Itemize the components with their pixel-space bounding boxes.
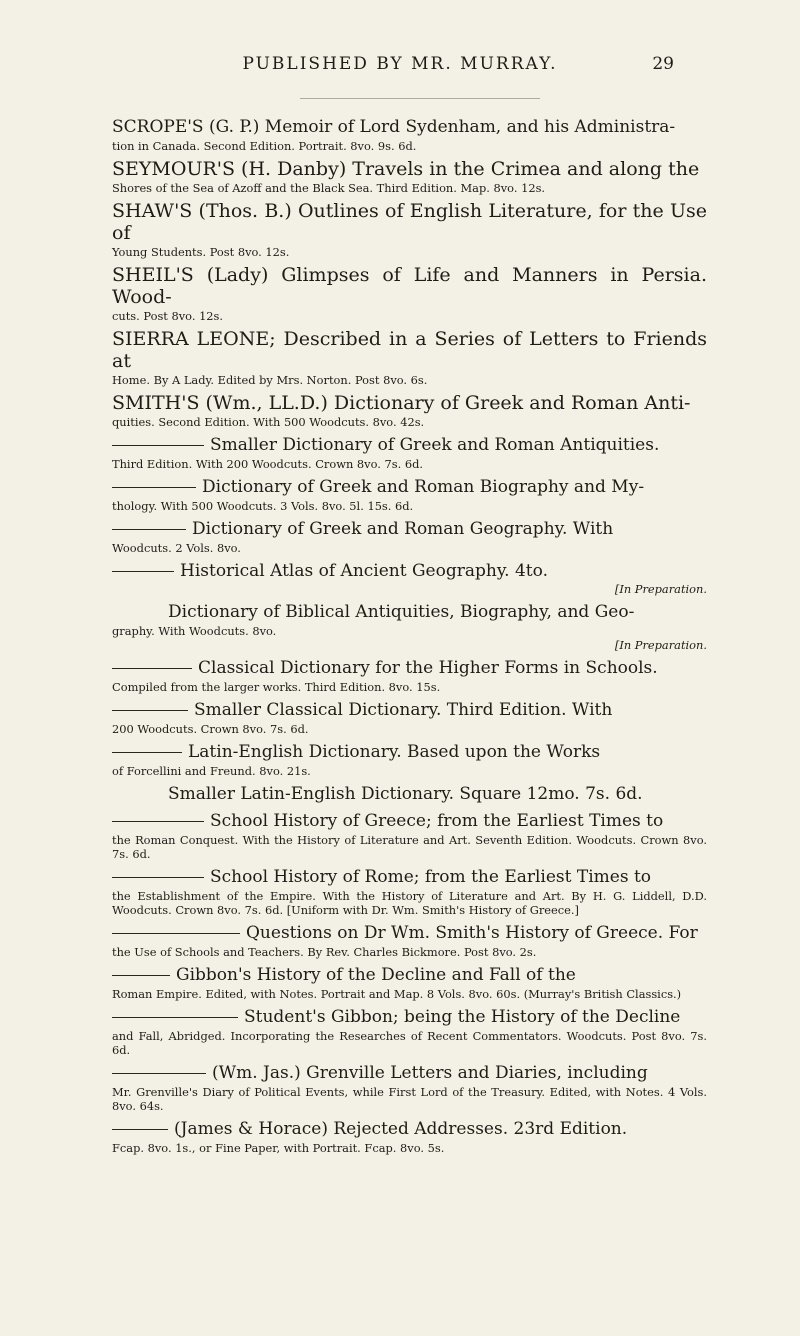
entry-detail: the Roman Conquest. With the History of Literature and Art. Seventh Edition. Woodcuts. Crown 8vo. 7s. 6d. (112, 833, 707, 861)
catalogue-entry (112, 1118, 707, 1155)
entry-detail: the Use of Schools and Teachers. By Rev. Charles Bickmore. Post 8vo. 2s. (112, 945, 537, 959)
entry-detail: graphy. With Woodcuts. 8vo. (112, 624, 277, 638)
entry-title (112, 1062, 707, 1084)
entry-title (112, 518, 707, 540)
entry-title-text: Student's Gibbon; being the History of the Decline (244, 1007, 681, 1027)
entry-detail: Shores of the Sea of Azoff and the Black Sea. Third Edition. Map. 8vo. 12s. (112, 181, 546, 195)
entry-title (112, 866, 707, 888)
entry-detail: tion in Canada. Second Edition. Portrait. 8vo. 9s. 6d. (112, 139, 417, 153)
entry-title-text: SEYMOUR'S (H. Danby) Travels in the Crimea and along the (112, 158, 700, 180)
catalogue-entry (112, 866, 707, 917)
entry-title-text: SIERRA LEONE; Described in a Series of Letters to Friends at (112, 328, 707, 372)
entry-title (112, 1118, 707, 1140)
entry-detail: cuts. Post 8vo. 12s. (112, 309, 224, 323)
entry-title-text: SMITH'S (Wm., LL.D.) Dictionary of Greek and Roman Anti- (112, 392, 691, 414)
catalogue-entry (112, 200, 707, 259)
ditto-dash (112, 445, 204, 446)
entry-title (112, 1006, 707, 1028)
ditto-dash (112, 487, 196, 488)
entry-detail: Compiled from the larger works. Third Edition. 8vo. 15s. (112, 680, 441, 694)
ditto-dash (112, 1129, 168, 1130)
entry-detail: Woodcuts. 2 Vols. 8vo. (112, 541, 241, 555)
ditto-dash (112, 1073, 206, 1074)
catalogue-entry (112, 1062, 707, 1113)
catalogue-entry (112, 392, 707, 429)
entry-title-text: Dictionary of Greek and Roman Biography and My- (202, 477, 645, 497)
running-title: PUBLISHED BY MR. MURRAY. (242, 54, 558, 74)
entry-detail: thology. With 500 Woodcuts. 3 Vols. 8vo. 5l. 15s. 6d. (112, 499, 414, 513)
catalogue-entries (112, 116, 707, 1160)
entry-title-text: Smaller Latin-English Dictionary. Square 12mo. 7s. 6d. (168, 784, 643, 804)
ditto-dash (112, 752, 182, 753)
header-rule (300, 98, 540, 99)
entry-detail: 200 Woodcuts. Crown 8vo. 7s. 6d. (112, 722, 309, 736)
entry-title (112, 964, 707, 986)
entry-title (112, 200, 707, 244)
entry-title-text: SHEIL'S (Lady) Glimpses of Life and Manners in Persia. Wood- (112, 264, 707, 308)
entry-title-text: Dictionary of Greek and Roman Geography. With (192, 519, 614, 539)
entry-title (112, 699, 707, 721)
catalogue-entry (112, 560, 707, 596)
entry-title (112, 783, 707, 805)
entry-title (112, 922, 707, 944)
entry-title (112, 810, 707, 832)
entry-detail: of Forcellini and Freund. 8vo. 21s. (112, 764, 311, 778)
entry-title (112, 601, 707, 623)
entry-title (112, 657, 707, 679)
entry-title (112, 328, 707, 372)
entry-title-text: School History of Greece; from the Earliest Times to (210, 811, 664, 831)
catalogue-entry (112, 741, 707, 778)
catalogue-entry (112, 601, 707, 652)
catalogue-entry (112, 699, 707, 736)
catalogue-entry (112, 116, 707, 153)
entry-title (112, 476, 707, 498)
entry-title-text: (James & Horace) Rejected Addresses. 23rd Edition. (174, 1119, 628, 1139)
entry-title-text: SHAW'S (Thos. B.) Outlines of English Literature, for the Use of (112, 200, 707, 244)
catalogue-entry (112, 518, 707, 555)
entry-detail: Fcap. 8vo. 1s., or Fine Paper, with Portrait. Fcap. 8vo. 5s. (112, 1141, 445, 1155)
ditto-dash (112, 668, 192, 669)
catalogue-entry (112, 657, 707, 694)
entry-note: [In Preparation. (614, 582, 707, 596)
catalogue-entry (112, 964, 707, 1001)
entry-title (112, 116, 707, 138)
entry-title-text: Classical Dictionary for the Higher Forms in Schools. (198, 658, 658, 678)
ditto-dash (112, 529, 186, 530)
catalogue-entry (112, 922, 707, 959)
ditto-dash (112, 975, 170, 976)
ditto-dash (112, 571, 174, 572)
page-number: 29 (652, 54, 674, 74)
entry-detail: quities. Second Edition. With 500 Woodcuts. 8vo. 42s. (112, 415, 425, 429)
entry-title-text: SCROPE'S (G. P.) Memoir of Lord Sydenham, and his Administra- (112, 117, 676, 137)
entry-title-text: Latin-English Dictionary. Based upon the Works (188, 742, 601, 762)
ditto-dash (112, 821, 204, 822)
entry-title-text: Dictionary of Biblical Antiquities, Biography, and Geo- (168, 602, 635, 622)
entry-detail: Young Students. Post 8vo. 12s. (112, 245, 290, 259)
entry-title (112, 158, 707, 180)
entry-note: [In Preparation. (614, 638, 707, 652)
entry-detail: the Establishment of the Empire. With the History of Literature and Art. By H. G. Liddell, D.D. Woodcuts. Crown 8vo. 7s. 6d. [Uniform with Dr. Wm. Smith's History of Greece.] (112, 889, 707, 917)
entry-title-text: Gibbon's History of the Decline and Fall of the (176, 965, 576, 985)
page-header (0, 50, 800, 80)
catalogue-entry (112, 783, 707, 805)
entry-title (112, 560, 707, 582)
ditto-dash (112, 710, 188, 711)
entry-title (112, 264, 707, 308)
catalogue-entry (112, 810, 707, 861)
entry-title-text: Questions on Dr Wm. Smith's History of Greece. For (246, 923, 698, 943)
entry-title-text: (Wm. Jas.) Grenville Letters and Diaries, including (212, 1063, 648, 1083)
entry-title (112, 741, 707, 763)
entry-detail: Home. By A Lady. Edited by Mrs. Norton. Post 8vo. 6s. (112, 373, 428, 387)
catalogue-entry (112, 1006, 707, 1057)
entry-title (112, 434, 707, 456)
ditto-dash (112, 933, 240, 934)
entry-detail: Mr. Grenville's Diary of Political Events, while First Lord of the Treasury. Edited, with Notes. 4 Vols. 8vo. 64s. (112, 1085, 707, 1113)
entry-detail: and Fall, Abridged. Incorporating the Researches of Recent Commentators. Woodcuts. Post 8vo. 7s. 6d. (112, 1029, 707, 1057)
catalogue-entry (112, 434, 707, 471)
ditto-dash (112, 1017, 238, 1018)
catalogue-entry (112, 158, 707, 195)
entry-title-text: Smaller Classical Dictionary. Third Edition. With (194, 700, 613, 720)
entry-title-text: Smaller Dictionary of Greek and Roman Antiquities. (210, 435, 660, 455)
catalogue-entry (112, 476, 707, 513)
entry-title (112, 392, 707, 414)
catalogue-entry (112, 264, 707, 323)
entry-detail: Third Edition. With 200 Woodcuts. Crown 8vo. 7s. 6d. (112, 457, 424, 471)
catalogue-entry (112, 328, 707, 387)
ditto-dash (112, 877, 204, 878)
entry-title-text: Historical Atlas of Ancient Geography. 4to. (180, 561, 548, 581)
entry-detail: Roman Empire. Edited, with Notes. Portrait and Map. 8 Vols. 8vo. 60s. (Murray's British Classics.) (112, 987, 682, 1001)
entry-title-text: School History of Rome; from the Earliest Times to (210, 867, 652, 887)
